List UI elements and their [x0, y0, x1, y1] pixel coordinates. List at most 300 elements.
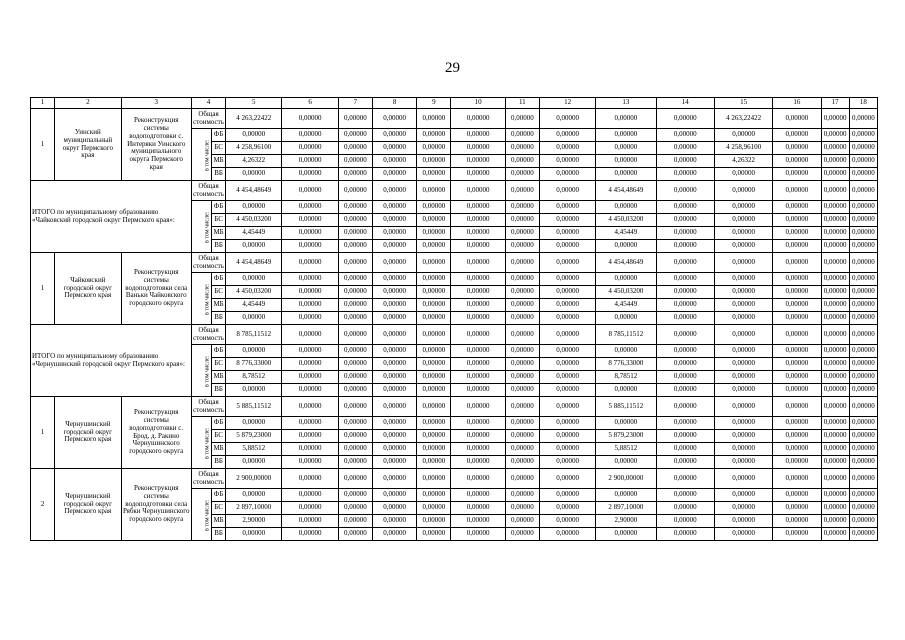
value-cell: 0,00000 [849, 142, 877, 155]
value-cell: 0,00000 [372, 443, 416, 456]
value-cell: 0,00000 [372, 142, 416, 155]
header-cell: 17 [821, 98, 849, 109]
value-cell: 0,00000 [417, 489, 451, 502]
value-cell: 0,00000 [596, 155, 656, 168]
header-cell: 2 [55, 98, 121, 109]
project-description: Реконструкция системы водоподготовки с. Брод, д. Ракино Чернушинского городского округа [121, 397, 191, 469]
value-cell: 0,00000 [539, 253, 595, 273]
value-cell: 0,00000 [656, 129, 714, 142]
municipality-name: Чернушинский городской округ Пермского края [55, 469, 121, 541]
value-cell: 0,00000 [372, 253, 416, 273]
value-cell: 0,00000 [372, 181, 416, 201]
value-cell: 0,00000 [282, 430, 338, 443]
value-cell: 0,00000 [282, 528, 338, 541]
value-cell: 0,00000 [417, 227, 451, 240]
value-cell: 0,00000 [451, 201, 505, 214]
funding-source-code: ФБ [212, 129, 226, 142]
value-cell: 0,00000 [372, 273, 416, 286]
value-cell: 0,00000 [714, 456, 772, 469]
value-cell: 2,90000 [596, 515, 656, 528]
value-cell: 0,00000 [282, 201, 338, 214]
value-cell: 0,00000 [372, 358, 416, 371]
value-cell: 0,00000 [451, 129, 505, 142]
value-cell: 0,00000 [451, 489, 505, 502]
value-cell: 0,00000 [821, 227, 849, 240]
value-cell: 0,00000 [417, 312, 451, 325]
value-cell: 0,00000 [714, 397, 772, 417]
value-cell: 0,00000 [338, 253, 372, 273]
value-cell: 0,00000 [372, 371, 416, 384]
value-cell: 0,00000 [656, 109, 714, 129]
value-cell: 0,00000 [282, 273, 338, 286]
value-cell: 0,00000 [714, 273, 772, 286]
value-cell: 0,00000 [773, 371, 821, 384]
value-cell: 0,00000 [656, 345, 714, 358]
header-cell: 10 [451, 98, 505, 109]
value-cell: 0,00000 [849, 109, 877, 129]
header-cell: 15 [714, 98, 772, 109]
value-cell: 0,00000 [372, 417, 416, 430]
header-cell: 8 [372, 98, 416, 109]
value-cell: 0,00000 [451, 214, 505, 227]
value-cell: 0,00000 [773, 528, 821, 541]
value-cell: 0,00000 [714, 286, 772, 299]
value-cell: 0,00000 [849, 443, 877, 456]
header-row [31, 98, 878, 109]
table-row [31, 397, 878, 417]
value-cell: 0,00000 [417, 253, 451, 273]
value-cell: 0,00000 [714, 345, 772, 358]
value-cell: 0,00000 [338, 142, 372, 155]
value-cell: 0,00000 [451, 443, 505, 456]
value-cell: 0,00000 [821, 181, 849, 201]
value-cell: 0,00000 [451, 417, 505, 430]
value-cell: 0,00000 [539, 214, 595, 227]
value-cell: 0,00000 [505, 397, 539, 417]
value-cell: 0,00000 [849, 489, 877, 502]
value-cell: 0,00000 [539, 384, 595, 397]
value-cell: 0,00000 [821, 515, 849, 528]
value-cell: 0,00000 [539, 299, 595, 312]
including-text: в том числе: [204, 211, 211, 243]
table-row [31, 325, 878, 345]
value-cell: 0,00000 [451, 155, 505, 168]
value-cell: 0,00000 [505, 240, 539, 253]
value-cell: 0,00000 [417, 129, 451, 142]
value-cell: 0,00000 [714, 384, 772, 397]
value-cell: 0,00000 [821, 489, 849, 502]
funding-source-code: ВБ [212, 456, 226, 469]
value-cell: 0,00000 [372, 240, 416, 253]
value-cell: 0,00000 [505, 456, 539, 469]
value-cell: 8 776,33000 [596, 358, 656, 371]
value-cell: 4,45449 [226, 227, 282, 240]
value-cell: 0,00000 [451, 358, 505, 371]
value-cell: 0,00000 [539, 469, 595, 489]
value-cell: 0,00000 [714, 430, 772, 443]
value-cell: 0,00000 [505, 417, 539, 430]
value-cell: 0,00000 [714, 240, 772, 253]
value-cell: 4 454,48649 [596, 253, 656, 273]
value-cell: 0,00000 [821, 430, 849, 443]
value-cell: 0,00000 [773, 443, 821, 456]
value-cell: 0,00000 [821, 240, 849, 253]
value-cell: 0,00000 [505, 528, 539, 541]
header-cell: 18 [849, 98, 877, 109]
value-cell: 0,00000 [372, 155, 416, 168]
value-cell: 0,00000 [451, 168, 505, 181]
value-cell: 0,00000 [505, 515, 539, 528]
value-cell: 0,00000 [282, 417, 338, 430]
budget-table [30, 97, 878, 541]
value-cell: 0,00000 [451, 384, 505, 397]
value-cell: 0,00000 [451, 430, 505, 443]
value-cell: 0,00000 [338, 325, 372, 345]
value-cell: 0,00000 [596, 109, 656, 129]
value-cell: 0,00000 [505, 129, 539, 142]
value-cell: 0,00000 [505, 443, 539, 456]
value-cell: 0,00000 [714, 253, 772, 273]
value-cell: 0,00000 [539, 325, 595, 345]
value-cell: 2,90000 [226, 515, 282, 528]
value-cell: 0,00000 [773, 325, 821, 345]
value-cell: 0,00000 [372, 515, 416, 528]
value-cell: 0,00000 [773, 489, 821, 502]
value-cell: 0,00000 [417, 142, 451, 155]
value-cell: 0,00000 [714, 515, 772, 528]
value-cell: 0,00000 [849, 397, 877, 417]
value-cell: 0,00000 [849, 528, 877, 541]
value-cell: 0,00000 [539, 371, 595, 384]
value-cell: 0,00000 [849, 201, 877, 214]
value-cell: 0,00000 [539, 417, 595, 430]
value-cell: 0,00000 [596, 312, 656, 325]
value-cell: 0,00000 [821, 443, 849, 456]
value-cell: 0,00000 [821, 456, 849, 469]
value-cell: 0,00000 [821, 325, 849, 345]
funding-source-code: ВБ [212, 528, 226, 541]
value-cell: 0,00000 [417, 417, 451, 430]
value-cell: 0,00000 [282, 358, 338, 371]
value-cell: 0,00000 [338, 201, 372, 214]
value-cell: 0,00000 [821, 417, 849, 430]
value-cell: 0,00000 [539, 456, 595, 469]
value-cell: 0,00000 [656, 430, 714, 443]
value-cell: 0,00000 [505, 181, 539, 201]
value-cell: 0,00000 [282, 214, 338, 227]
value-cell: 0,00000 [338, 417, 372, 430]
value-cell: 0,00000 [338, 515, 372, 528]
funding-source-code: ВБ [212, 384, 226, 397]
value-cell: 5 885,11512 [226, 397, 282, 417]
value-cell: 0,00000 [451, 286, 505, 299]
value-cell: 0,00000 [656, 325, 714, 345]
value-cell: 0,00000 [821, 273, 849, 286]
item-number: 2 [31, 469, 55, 541]
value-cell: 0,00000 [417, 168, 451, 181]
value-cell: 0,00000 [338, 273, 372, 286]
value-cell: 0,00000 [539, 358, 595, 371]
value-cell: 0,00000 [773, 253, 821, 273]
value-cell: 0,00000 [282, 502, 338, 515]
including-text: в том числе: [204, 355, 211, 387]
value-cell: 0,00000 [505, 142, 539, 155]
value-cell: 0,00000 [849, 456, 877, 469]
value-cell: 0,00000 [505, 227, 539, 240]
value-cell: 0,00000 [849, 502, 877, 515]
value-cell: 8 776,33000 [226, 358, 282, 371]
value-cell: 0,00000 [849, 299, 877, 312]
value-cell: 0,00000 [338, 109, 372, 129]
funding-source-code: МБ [212, 515, 226, 528]
value-cell: 0,00000 [372, 384, 416, 397]
header-cell: 6 [282, 98, 338, 109]
value-cell: 5 885,11512 [596, 397, 656, 417]
header-cell: 5 [226, 98, 282, 109]
value-cell: 0,00000 [773, 469, 821, 489]
funding-source-code: МБ [212, 227, 226, 240]
value-cell: 0,00000 [714, 214, 772, 227]
value-cell: 0,00000 [226, 273, 282, 286]
value-cell: 0,00000 [773, 502, 821, 515]
value-cell: 0,00000 [596, 129, 656, 142]
value-cell: 0,00000 [539, 181, 595, 201]
value-cell: 0,00000 [539, 345, 595, 358]
header-cell: 1 [31, 98, 55, 109]
value-cell: 0,00000 [821, 469, 849, 489]
value-cell: 0,00000 [596, 456, 656, 469]
value-cell: 4 454,48649 [596, 181, 656, 201]
value-cell: 0,00000 [773, 397, 821, 417]
value-cell: 0,00000 [656, 155, 714, 168]
value-cell: 0,00000 [372, 214, 416, 227]
value-cell: 0,00000 [338, 489, 372, 502]
value-cell: 0,00000 [596, 168, 656, 181]
value-cell: 0,00000 [596, 240, 656, 253]
value-cell: 0,00000 [338, 358, 372, 371]
funding-source-code: ВБ [212, 312, 226, 325]
value-cell: 0,00000 [282, 371, 338, 384]
including-label [191, 417, 211, 469]
funding-source-code: ФБ [212, 345, 226, 358]
value-cell: 0,00000 [417, 384, 451, 397]
value-cell: 0,00000 [505, 358, 539, 371]
value-cell: 0,00000 [539, 489, 595, 502]
municipality-name: Чернушинский городской округ Пермского края [55, 397, 121, 469]
value-cell: 0,00000 [714, 201, 772, 214]
value-cell: 0,00000 [338, 528, 372, 541]
page-number: 29 [445, 60, 460, 76]
table-row [31, 181, 878, 201]
value-cell: 0,00000 [849, 286, 877, 299]
value-cell: 0,00000 [451, 515, 505, 528]
value-cell: 0,00000 [773, 181, 821, 201]
value-cell: 0,00000 [282, 129, 338, 142]
value-cell: 0,00000 [338, 443, 372, 456]
value-cell: 0,00000 [821, 397, 849, 417]
value-cell: 0,00000 [338, 227, 372, 240]
funding-source-code: ФБ [212, 417, 226, 430]
value-cell: 0,00000 [539, 286, 595, 299]
value-cell: 0,00000 [505, 201, 539, 214]
value-cell: 0,00000 [714, 181, 772, 201]
value-cell: 0,00000 [338, 129, 372, 142]
value-cell: 0,00000 [773, 168, 821, 181]
value-cell: 8 785,11512 [596, 325, 656, 345]
value-cell: 0,00000 [714, 358, 772, 371]
value-cell: 5,88512 [596, 443, 656, 456]
value-cell: 0,00000 [849, 312, 877, 325]
value-cell: 0,00000 [821, 299, 849, 312]
value-cell: 0,00000 [656, 227, 714, 240]
value-cell: 0,00000 [372, 345, 416, 358]
value-cell: 0,00000 [539, 430, 595, 443]
value-cell: 0,00000 [226, 240, 282, 253]
value-cell: 0,00000 [338, 168, 372, 181]
item-number: 1 [31, 253, 55, 325]
value-cell: 4 450,03200 [596, 286, 656, 299]
funding-source-code: МБ [212, 299, 226, 312]
value-cell: 0,00000 [656, 253, 714, 273]
value-cell: 0,00000 [505, 109, 539, 129]
value-cell: 0,00000 [282, 312, 338, 325]
total-title: ИТОГО по муниципальному образованию «Чернушинский городской округ Пермского края»: [31, 325, 192, 397]
value-cell: 0,00000 [773, 155, 821, 168]
including-label [191, 273, 211, 325]
value-cell: 0,00000 [773, 345, 821, 358]
value-cell: 4,45449 [596, 227, 656, 240]
value-cell: 0,00000 [282, 469, 338, 489]
value-cell: 5 879,23000 [226, 430, 282, 443]
value-cell: 0,00000 [226, 417, 282, 430]
value-cell: 0,00000 [773, 273, 821, 286]
value-cell: 0,00000 [417, 299, 451, 312]
value-cell: 0,00000 [226, 528, 282, 541]
value-cell: 0,00000 [596, 417, 656, 430]
value-cell: 0,00000 [372, 299, 416, 312]
value-cell: 0,00000 [821, 109, 849, 129]
value-cell: 0,00000 [821, 214, 849, 227]
value-cell: 0,00000 [338, 312, 372, 325]
value-cell: 0,00000 [849, 129, 877, 142]
value-cell: 0,00000 [539, 515, 595, 528]
funding-source-code: ФБ [212, 489, 226, 502]
value-cell: 0,00000 [505, 430, 539, 443]
funding-source-code: БС [212, 358, 226, 371]
value-cell: 0,00000 [505, 168, 539, 181]
value-cell: 0,00000 [282, 240, 338, 253]
value-cell: 0,00000 [505, 345, 539, 358]
value-cell: 0,00000 [773, 109, 821, 129]
value-cell: 0,00000 [773, 430, 821, 443]
value-cell: 0,00000 [338, 502, 372, 515]
value-cell: 0,00000 [282, 515, 338, 528]
value-cell: 0,00000 [505, 384, 539, 397]
value-cell: 0,00000 [282, 345, 338, 358]
value-cell: 0,00000 [821, 286, 849, 299]
value-cell: 0,00000 [226, 201, 282, 214]
value-cell: 4 263,22422 [226, 109, 282, 129]
value-cell: 0,00000 [417, 502, 451, 515]
value-cell: 0,00000 [539, 201, 595, 214]
value-cell: 0,00000 [656, 417, 714, 430]
value-cell: 0,00000 [773, 299, 821, 312]
value-cell: 4 258,96100 [226, 142, 282, 155]
funding-source-code: МБ [212, 443, 226, 456]
value-cell: 0,00000 [505, 214, 539, 227]
value-cell: 0,00000 [849, 469, 877, 489]
value-cell: 0,00000 [656, 371, 714, 384]
value-cell: 0,00000 [773, 515, 821, 528]
value-cell: 0,00000 [417, 273, 451, 286]
header-cell: 14 [656, 98, 714, 109]
value-cell: 0,00000 [282, 384, 338, 397]
value-cell: 0,00000 [656, 168, 714, 181]
value-cell: 0,00000 [451, 345, 505, 358]
value-cell: 0,00000 [821, 312, 849, 325]
value-cell: 0,00000 [372, 286, 416, 299]
value-cell: 0,00000 [282, 181, 338, 201]
value-cell: 0,00000 [282, 397, 338, 417]
value-cell: 0,00000 [714, 469, 772, 489]
value-cell: 0,00000 [539, 168, 595, 181]
value-cell: 0,00000 [282, 489, 338, 502]
value-cell: 0,00000 [539, 227, 595, 240]
value-cell: 0,00000 [539, 502, 595, 515]
value-cell: 0,00000 [505, 273, 539, 286]
value-cell: 0,00000 [656, 142, 714, 155]
value-cell: 0,00000 [451, 371, 505, 384]
value-cell: 0,00000 [821, 371, 849, 384]
value-cell: 0,00000 [656, 384, 714, 397]
value-cell: 0,00000 [539, 240, 595, 253]
table-row [31, 469, 878, 489]
value-cell: 0,00000 [417, 430, 451, 443]
value-cell: 0,00000 [656, 515, 714, 528]
funding-source-code: МБ [212, 155, 226, 168]
value-cell: 0,00000 [417, 456, 451, 469]
table-body [31, 109, 878, 541]
municipality-name: Чайковский городской округ Пермского края [55, 253, 121, 325]
value-cell: 5,88512 [226, 443, 282, 456]
value-cell: 0,00000 [417, 371, 451, 384]
value-cell: 0,00000 [338, 345, 372, 358]
value-cell: 0,00000 [596, 489, 656, 502]
value-cell: 4 450,03200 [596, 214, 656, 227]
value-cell: 0,00000 [505, 253, 539, 273]
value-cell: 0,00000 [417, 201, 451, 214]
value-cell: 0,00000 [714, 299, 772, 312]
including-text: в том числе: [204, 139, 211, 171]
funding-source-code: БС [212, 430, 226, 443]
including-label [191, 345, 211, 397]
value-cell: 0,00000 [226, 489, 282, 502]
value-cell: 0,00000 [656, 469, 714, 489]
header-cell: 4 [191, 98, 225, 109]
value-cell: 0,00000 [714, 371, 772, 384]
value-cell: 0,00000 [282, 286, 338, 299]
value-cell: 0,00000 [714, 502, 772, 515]
value-cell: 0,00000 [821, 384, 849, 397]
value-cell: 0,00000 [849, 515, 877, 528]
value-cell: 0,00000 [821, 155, 849, 168]
funding-source-code: ФБ [212, 273, 226, 286]
value-cell: 0,00000 [596, 273, 656, 286]
value-cell: 0,00000 [338, 286, 372, 299]
value-cell: 0,00000 [773, 417, 821, 430]
value-cell: 0,00000 [714, 489, 772, 502]
value-cell: 0,00000 [417, 443, 451, 456]
